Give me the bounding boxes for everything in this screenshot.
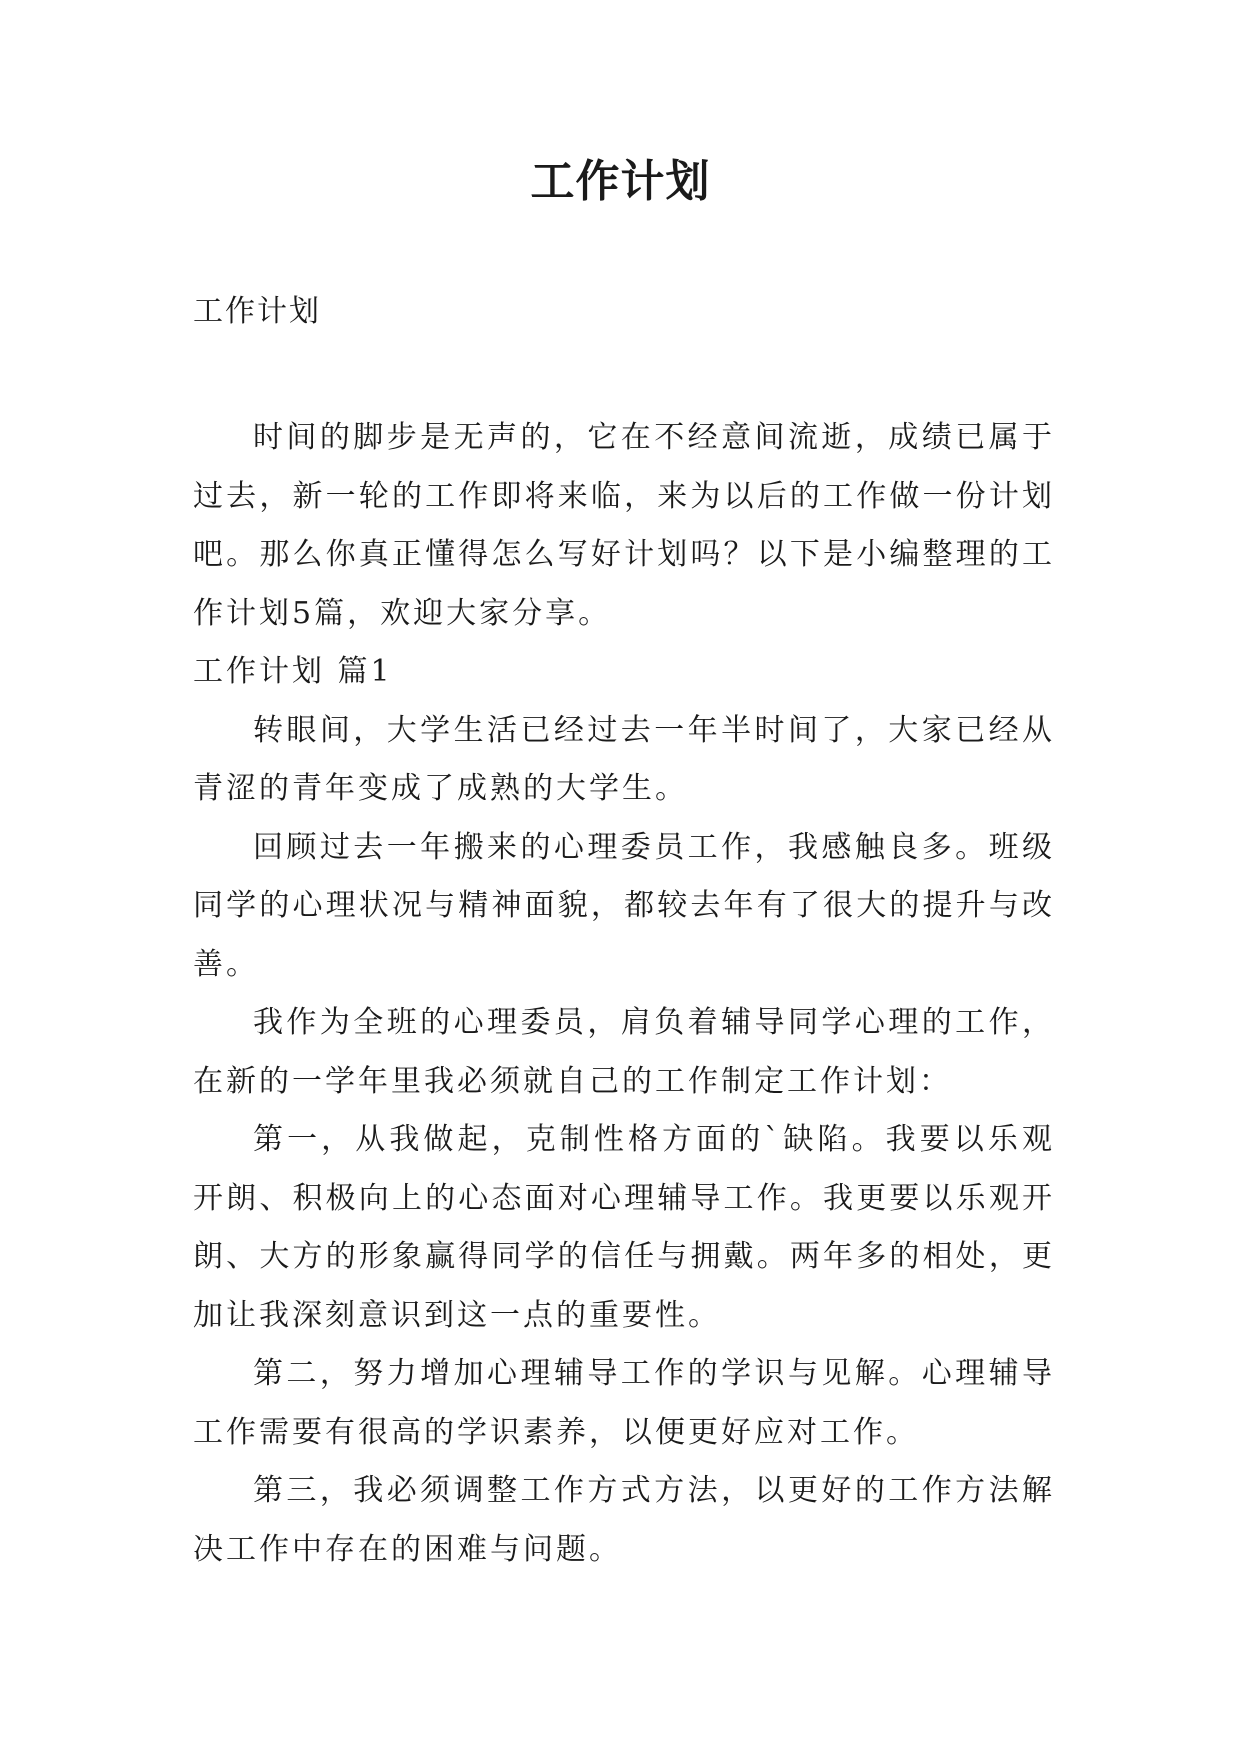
section-heading: 工作计划 篇1 bbox=[193, 654, 393, 689]
body-paragraph: 回顾过去一年搬来的心理委员工作，我感触良多。班级同学的心理状况与精神面貌，都较去年有了很大的提升与改善。 bbox=[193, 829, 1055, 982]
document-subtitle: 工作计划 bbox=[193, 294, 321, 329]
intro-paragraph: 时间的脚步是无声的，它在不经意间流逝，成绩已属于过去，新一轮的工作即将来临，来为以后的工作做一份计划吧。那么你真正懂得怎么写好计划吗？以下是小编整理的工作计划5篇，欢迎大家分享。 bbox=[193, 420, 1055, 631]
document-title: 工作计划 bbox=[530, 156, 711, 207]
document-body bbox=[193, 409, 1055, 1579]
body-paragraph: 我作为全班的心理委员，肩负着辅导同学心理的工作，在新的一学年里我必须就自己的工作制定工作计划： bbox=[193, 1005, 1055, 1099]
body-paragraph: 第二，努力增加心理辅导工作的学识与见解。心理辅导工作需要有很高的学识素养，以便更好应对工作。 bbox=[193, 1356, 1055, 1450]
body-paragraph: 第一，从我做起，克制性格方面的`缺陷。我要以乐观开朗、积极向上的心态面对心理辅导工作。我更要以乐观开朗、大方的形象赢得同学的信任与拥戴。两年多的相处，更加让我深刻意识到这一点的重要性。 bbox=[193, 1122, 1055, 1333]
body-paragraph: 转眼间，大学生活已经过去一年半时间了，大家已经从青涩的青年变成了成熟的大学生。 bbox=[193, 712, 1055, 806]
body-paragraph: 第三，我必须调整工作方式方法，以更好的工作方法解决工作中存在的困难与问题。 bbox=[193, 1473, 1055, 1567]
